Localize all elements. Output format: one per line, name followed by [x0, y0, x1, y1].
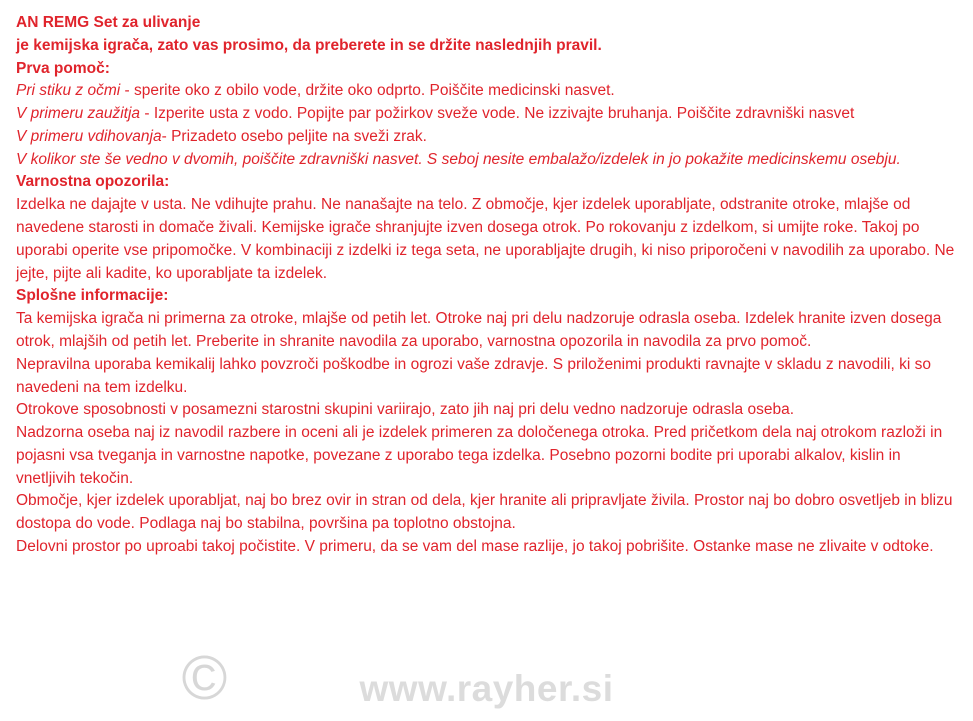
- watermark-text: www.rayher.si: [359, 668, 614, 709]
- general-info-paragraph: Otrokove sposobnosti v posamezni starostni skupini variirajo, zato jih naj pri delu vedno nadzoruje odrasla oseba.: [16, 401, 795, 419]
- first-aid-item: [16, 149, 957, 172]
- first-aid-item: [16, 126, 957, 149]
- first-aid-item-rest: - sperite oko z obilo vode, držite oko odprto. Poiščite medicinski nasvet.: [120, 82, 615, 100]
- section-heading-general-info-colon: :: [163, 287, 169, 305]
- section-heading-general-info: [16, 285, 957, 308]
- section-heading-safety-warnings-text: Varnostna opozorila: [16, 173, 165, 191]
- document-title: [16, 12, 957, 58]
- section-heading-first-aid-colon: :: [104, 59, 110, 77]
- safety-warnings-paragraph: Izdelka ne dajajte v usta. Ne vdihujte prahu. Ne nanašajte na telo. Z območje, kjer izdelek uporabljate, odstranite otroke, mlajše od navedene starosti in domače živali. Kemijske igrače shranjujte izven dosega otrok. Po rokovanju z izdelkom, si umijte roke. Takoj po uporabi operite vse pripomočke. V kombinaciji z izdelki iz tega seta, ne uporabljajte drugih, ki niso priporočeni v navodilih za uporabo. Ne jejte, pijte ali kadite, ko uporabljate ta izdelek.: [16, 196, 955, 282]
- general-info-paragraph: Ta kemijska igrača ni primerna za otroke, mlajše od petih let. Otroke naj pri delu nadzoruje odrasla oseba. Izdelek hranite izven dosega otrok, mlajših od petih let. Preberite in shranite navodila za uporabo, varnostna opozorila in navodila za prvo pomoč.: [16, 310, 942, 350]
- title-line-1: AN REMG Set za ulivanje: [16, 14, 201, 31]
- general-info-paragraph: Delovni prostor po uproabi takoj počistite. V primeru, da se vam del mase razlije, jo takoj pobrišite. Ostanke mase ne zlivaite v odtoke.: [16, 537, 934, 555]
- first-aid-item-lead: Pri stiku z očmi: [16, 82, 121, 100]
- first-aid-item: [16, 103, 957, 126]
- general-info-paragraph: Nadzorna oseba naj iz navodil razbere in oceni ali je izdelek primeren za določenega otroka. Pred pričetkom dela naj otrokom razloži in pojasni vsa tveganja in varnostne napotke, povezane z uporabo tega izdelka. Posebno pozorni bodite pri uporabi alkalov, kislin in vnetljivih tekočin.: [16, 424, 943, 487]
- first-aid-item-lead: V primeru zaužitja: [16, 105, 141, 123]
- section-heading-general-info-text: Splošne informacije: [16, 287, 164, 305]
- first-aid-item: [16, 80, 957, 103]
- first-aid-item-lead: V primeru vdihovanja: [16, 127, 162, 145]
- copyright-icon: ©: [181, 644, 228, 713]
- section-heading-first-aid-text: Prva pomoč: [16, 59, 105, 77]
- general-info-paragraph: Območje, kjer izdelek uporabljat, naj bo brez ovir in stran od dela, kjer hranite ali pripravljate živila. Prostor naj bo dobro osvetljeb in blizu dostopa do vode. Podlaga naj bo stabilna, površina pa toplotno obstojna.: [16, 492, 953, 533]
- title-line-2: je kemijska igrača, zato vas prosimo, da preberete in se držite naslednjih pravil.: [16, 36, 602, 54]
- general-info-paragraph: Nepravilna uporaba kemikalij lahko povzroči poškodbe in ogrozi vaše zdravje. S priloženimi produkti ravnajte v skladu z navodili, ki so navedeni na tem izdelku.: [16, 355, 931, 396]
- section-heading-safety-warnings: [16, 171, 957, 194]
- section-heading-first-aid: [16, 58, 957, 81]
- section-heading-safety-warnings-colon: :: [164, 173, 170, 191]
- first-aid-item-rest: - Izperite usta z vodo. Popijte par požirkov sveže vode. Ne izzivajte bruhanja. Poiščite zdravniški nasvet: [140, 105, 855, 123]
- first-aid-item-rest: - Prizadeto osebo peljite na sveži zrak.: [161, 127, 427, 145]
- first-aid-item-lead: V kolikor ste še vedno v dvomih, poiščite zdravniški nasvet. S seboj nesite embalažo/izdelek in jo pokažite medicinskemu osebju.: [16, 150, 901, 168]
